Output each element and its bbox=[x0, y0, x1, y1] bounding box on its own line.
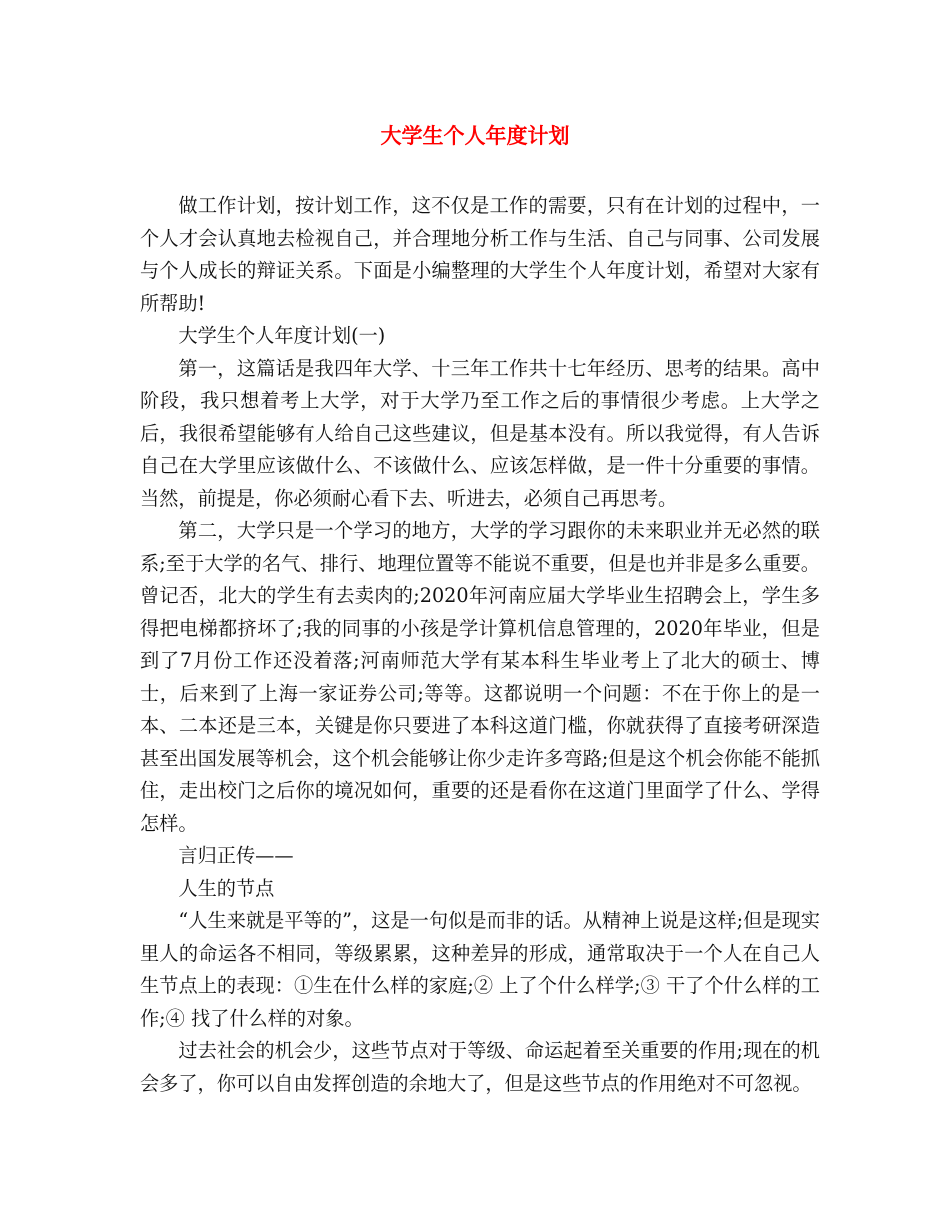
subheading: 人生的节点 bbox=[178, 876, 275, 900]
section-heading: 大学生个人年度计划(一) bbox=[178, 324, 386, 347]
document-title: 大学生个人年度计划 bbox=[380, 123, 570, 148]
body-paragraph: 第二，大学只是一个学习的地方，大学的学习跟你的未来职业并无必然的联系;至于大学的名气、排行、地理位置等不能说不重要，但是也并非是多么重要。曾记否，北大的学生有去卖肉的;2020年河南应届大学毕业生招聘会上，学生多得把电梯都挤坏了;我的同事的小孩是学计算机信息管理的，2020年毕业，但是到了7月份工作还没着落;河南师范大学有某本科生毕业考上了北大的硕士、博士，后来到了上海一家证券公司;等等。这都说明一个问题：不在于你上的是一本、二本还是三本，关键是你只要进了本科这道门槛，你就获得了直接考研深造甚至出国发展等机会，这个机会能够让你少走许多弯路;但是这个机会你能不能抓住，走出校门之后你的境况如何，重要的还是看你在这道门里面学了什么、学得怎样。 bbox=[140, 519, 820, 835]
body-paragraph: “人生来就是平等的”，这是一句似是而非的话。从精神上说是这样;但是现实里人的命运各不相同，等级累累，这种差异的形成，通常取决于一个人在自己人生节点上的表现：①生在什么样的家庭;② 上了个什么样学;③ 干了个什么样的工作;④ 找了什么样的对象。 bbox=[140, 909, 820, 1030]
body-paragraph: 过去社会的机会少，这些节点对于等级、命运起着至关重要的作用;现在的机会多了，你可以自由发挥创造的余地大了，但是这些节点的作用绝对不可忽视。 bbox=[140, 1039, 820, 1095]
document-body bbox=[140, 190, 820, 1100]
transition-line: 言归正传—— bbox=[178, 844, 294, 867]
intro-paragraph: 做工作计划，按计划工作，这不仅是工作的需要，只有在计划的过程中，一个人才会认真地去检视自己，并合理地分析工作与生活、自己与同事、公司发展与个人成长的辩证关系。下面是小编整理的大学生个人年度计划，希望对大家有所帮助! bbox=[140, 194, 820, 315]
body-paragraph: 第一，这篇话是我四年大学、十三年工作共十七年经历、思考的结果。高中阶段，我只想着考上大学，对于大学乃至工作之后的事情很少考虑。上大学之后，我很希望能够有人给自己这些建议，但是基本没有。所以我觉得，有人告诉自己在大学里应该做什么、不该做什么、应该怎样做，是一件十分重要的事情。当然，前提是，你必须耐心看下去、听进去，必须自己再思考。 bbox=[140, 356, 820, 510]
